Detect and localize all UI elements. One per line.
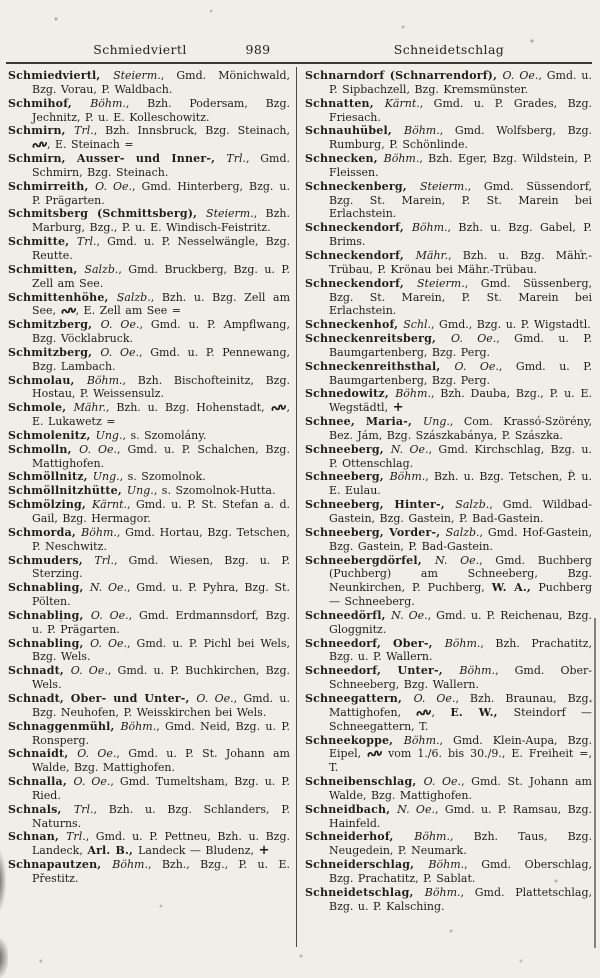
entry-text: Puchberg — Schneeberg.	[329, 581, 592, 609]
crownland-abbr: N. Oe.	[397, 802, 435, 816]
crownland-abbr: Mähr.	[415, 248, 449, 262]
gazetteer-entry	[8, 747, 290, 775]
gazetteer-entry	[305, 775, 592, 803]
gazetteer-entry	[8, 775, 290, 803]
entry-headword: Schmirn, Ausser- und Inner-,	[8, 152, 227, 166]
gazetteer-entry	[8, 526, 290, 554]
crownland-abbr: N. Oe.	[390, 442, 429, 456]
crownland-abbr: O. Oe.	[77, 747, 117, 761]
gazetteer-entry	[305, 415, 592, 443]
crownland-abbr: N. Oe.	[391, 608, 428, 622]
entry-text: , Gmd. Wildbad-Gastein, Bzg. Gastein, P. Bad-Gastein.	[329, 498, 592, 525]
crownland-abbr: Ung.	[423, 415, 450, 429]
gazetteer-entry	[305, 124, 592, 152]
gazetteer-entry	[305, 69, 592, 97]
entry-text: , Gmd. u. P. Schalchen, Bzg. Mattighofen.	[32, 442, 290, 470]
entry-text: , Gmd. Schmirn, Bzg. Steinach.	[32, 152, 291, 179]
gazetteer-entry	[8, 609, 290, 637]
entry-headword: Schmolenitz,	[8, 428, 96, 442]
entry-headword: Schnals,	[8, 802, 74, 816]
entry-headword: E. W.,	[450, 705, 514, 719]
crownland-abbr: Böhm.	[424, 885, 461, 899]
crownland-abbr: O. Oe.	[100, 318, 140, 332]
entry-headword: Arl. B.,	[87, 844, 139, 858]
entry-headword: Schnabling,	[8, 608, 91, 622]
entry-headword: Schnabling,	[8, 581, 90, 595]
entry-headword: Schmole,	[8, 401, 74, 415]
crownland-abbr: Böhm.	[81, 525, 117, 539]
entry-text: , Gmd. Wolfsberg, Bzg. Rumburg, P. Schönlinde.	[329, 124, 592, 152]
entry-text: , Gmd. u. P. St. Stefan a. d. Gail, Bzg. Hermagor.	[32, 498, 290, 525]
crownland-abbr: O. Oe.	[100, 345, 140, 359]
entry-text: , Gmd. Tumeltsham, Bzg. u. P. Ried.	[32, 775, 290, 802]
entry-headword: Schmirn,	[8, 124, 75, 138]
crownland-abbr: Kärnt.	[91, 498, 127, 512]
gazetteer-entry	[305, 637, 592, 665]
gazetteer-entry	[8, 180, 290, 208]
column-divider-rule	[296, 67, 297, 947]
entry-headword: Schneckenberg,	[305, 179, 421, 193]
entry-headword: Schmöllnitzhütte,	[8, 484, 127, 498]
crownland-abbr: Böhm.	[404, 124, 440, 138]
gazetteer-entry	[8, 124, 290, 152]
entry-headword: Schneidetschlag,	[305, 885, 425, 899]
gazetteer-entry	[8, 346, 290, 374]
entry-text: , E. Lukawetz =	[32, 401, 290, 429]
gazetteer-entry	[8, 443, 290, 471]
crownland-abbr: Salzb.	[84, 262, 119, 276]
gazetteer-entry	[8, 484, 290, 498]
entry-headword: Schmorda,	[8, 525, 82, 539]
entry-text: Steindorf — Schneegattern, T.	[329, 705, 593, 733]
entry-headword: Schnadt,	[8, 664, 71, 678]
gazetteer-entry	[8, 664, 290, 692]
gazetteer-entry	[8, 263, 290, 291]
gazetteer-entry	[305, 886, 592, 914]
crownland-abbr: O. Oe.	[95, 179, 132, 193]
entry-text: , Gmd. Wiesen, Bzg. u. P. Sterzing.	[32, 553, 290, 581]
scan-speckles	[0, 0, 2, 2]
entry-text: , Bzh. u. Bzg. Schlanders, P. Naturns.	[32, 802, 290, 830]
crownland-abbr: Böhm.	[383, 152, 420, 166]
gazetteer-entry	[8, 374, 290, 402]
crownland-abbr: O. Oe.	[90, 608, 129, 622]
entry-headword: Schmolln,	[8, 442, 80, 456]
entry-headword: Schnaggenmühl,	[8, 719, 121, 733]
entry-headword: Schneeberg, Hinter-,	[305, 498, 456, 512]
crownland-abbr: Ung.	[92, 470, 120, 484]
crownland-abbr: Böhm.	[411, 221, 448, 235]
gazetteer-entry	[8, 637, 290, 665]
gazetteer-entry	[8, 830, 290, 858]
entry-headword: Schneckenreitsberg,	[305, 332, 451, 346]
crownland-abbr: Böhm.	[414, 830, 450, 844]
entry-text: , E. Steinach =	[47, 138, 134, 152]
entry-headword: Schneeberg,	[305, 470, 390, 484]
entry-text: , Gmd. u. P. Pyhra, Bzg. St. Pölten.	[32, 581, 290, 609]
crownland-abbr: Kärnt.	[384, 96, 420, 110]
crownland-abbr: Salzb.	[116, 290, 151, 304]
entry-headword: Schmitten,	[8, 262, 85, 276]
entry-text: , Gmd. u. P. Pennewang, Bzg. Lambach.	[32, 345, 290, 373]
entry-headword: Schmuders,	[8, 553, 95, 567]
gazetteer-entry	[305, 360, 592, 388]
entry-text: , Gmd. u. P. Ampflwang, Bzg. Vöcklabruck.	[32, 318, 290, 346]
entry-text: , Gmd. Ober-Schneeberg, Bzg. Wallern.	[329, 664, 592, 692]
entry-text: , Bzh. u. Bzg. Tetschen, P. u. E. Eulau.	[329, 470, 592, 498]
entry-text: , Gmd. Süssenberg, Bzg. St. Marein, P. St. Marein bei Erlachstein.	[329, 276, 592, 318]
scan-edge-line-right	[594, 618, 596, 948]
cross-icon: +	[392, 400, 404, 416]
entry-headword: Schneckendorf,	[305, 248, 416, 262]
gazetteer-entry	[8, 554, 290, 582]
gazetteer-entry	[8, 291, 290, 319]
entry-headword: Schneedörfl,	[305, 608, 392, 622]
crownland-abbr: Trl.	[73, 802, 94, 816]
entry-text: , Bzh. Innsbruck, Bzg. Steinach,	[93, 124, 290, 138]
crownland-abbr: Steierm.	[420, 179, 468, 193]
entry-headword: Schneibenschlag,	[305, 775, 424, 789]
entry-headword: Schneckenreithsthal,	[305, 359, 455, 373]
gazetteer-entry	[8, 692, 290, 720]
entry-headword: Schneckenhof,	[305, 318, 404, 332]
entry-headword: Schmitte,	[8, 235, 77, 249]
entry-headword: Schnee, Maria-,	[305, 415, 424, 429]
entry-headword: Schneebergdörfel,	[305, 553, 435, 567]
crownland-abbr: Schl.	[403, 318, 432, 332]
gazetteer-entry	[8, 152, 290, 180]
gazetteer-entry	[305, 387, 592, 415]
entry-headword: Schneiderschlag,	[305, 858, 429, 872]
entry-headword: Schmöllnitz,	[8, 470, 93, 484]
entry-headword: Schneedorf, Ober-,	[305, 636, 445, 650]
entry-text: , Com. Krassó-Szörény, Bez. Jám, Bzg. Szászkabánya, P. Szászka.	[329, 415, 592, 442]
gazetteer-entry	[305, 858, 592, 886]
crownland-abbr: Böhm.	[86, 373, 123, 387]
crownland-abbr: Steierm.	[417, 276, 465, 290]
gazetteer-entry	[305, 734, 592, 776]
gazetteer-entry	[305, 332, 592, 360]
scan-smudge-bottom-left	[0, 938, 8, 978]
gazetteer-entry	[8, 498, 290, 526]
entry-headword: Schneckendorf,	[305, 221, 412, 235]
entry-text: , Bzh. Eger, Bzg. Wildstein, P. Fleissen.	[329, 152, 592, 179]
gazetteer-entry	[305, 470, 592, 498]
entry-headword: Schneekoppe,	[305, 733, 404, 747]
crownland-abbr: Steierm.	[113, 69, 161, 82]
entry-text: vom 1./6. bis 30./9., E. Freiheit =, T.	[329, 747, 592, 775]
entry-text: , s. Szomolnok.	[119, 470, 206, 484]
crownland-abbr: O. Oe.	[502, 69, 539, 82]
header-rule	[6, 62, 592, 64]
crownland-abbr: O. Oe.	[73, 775, 111, 789]
crownland-abbr: Trl.	[66, 830, 86, 844]
entry-text: , Bzh. Prachatitz, Bzg. u. P. Wallern.	[329, 636, 593, 664]
crownland-abbr: Böhm.	[389, 470, 426, 484]
entry-text: , Bzh., Bzg., P. u. E. Přestitz.	[32, 858, 290, 885]
entry-headword: Schneidbach,	[305, 802, 398, 816]
running-head-left: Schmiedviertl	[93, 42, 187, 57]
gazetteer-entry	[305, 803, 592, 831]
entry-headword: Schneeberg, Vorder-,	[305, 525, 446, 539]
entry-text: , Gmd. Hinterberg, Bzg. u. P. Prägarten.	[32, 179, 290, 207]
crownland-abbr: Böhm.	[428, 858, 465, 872]
entry-text: , Gmd. Hof-Gastein, Bzg. Gastein, P. Bad-Gastein.	[329, 525, 592, 553]
entry-text: , Gmd. Oberschlag, Bzg. Prachatitz, P. Sablat.	[329, 858, 593, 885]
entry-text: , E. Zell am See =	[75, 304, 182, 318]
entry-text: , Gmd. St. Johann am Walde, Bzg. Mattighofen.	[329, 775, 592, 802]
entry-text: , Gmd. u. P. Ramsau, Bzg. Hainfeld.	[329, 802, 592, 830]
entry-headword: Schnaidt,	[8, 747, 78, 761]
crownland-abbr: O. Oe.	[70, 664, 108, 678]
gazetteer-entry	[8, 401, 290, 429]
entry-headword: Schnarndorf (Schnarrendorf),	[305, 69, 503, 82]
crownland-abbr: O. Oe.	[90, 636, 128, 650]
entry-text: , Gmd. u. P. Pichl bei Wels, Bzg. Wels.	[32, 636, 290, 664]
crownland-abbr: Ung.	[95, 428, 123, 442]
entry-text: , Gmd. u. P. Baumgartenberg, Bzg. Perg.	[329, 332, 592, 359]
entry-headword: Schmirreith,	[8, 179, 96, 193]
entry-text: , Gmd. Klein-Aupa, Bzg. Eipel,	[329, 733, 592, 761]
gazetteer-entry	[305, 152, 592, 180]
crownland-abbr: Böhm.	[403, 733, 440, 747]
entry-text: , Bzh. u. Bzg. Mähr.-Trübau, P. Krönau bei Mähr.-Trübau.	[329, 248, 592, 276]
entry-text: , Gmd. Süssendorf, Bzg. St. Marein, P. St. Marein bei Erlachstein.	[329, 179, 592, 221]
entry-headword: Schmitsberg (Schmittsberg),	[8, 207, 207, 221]
gazetteer-entry	[8, 581, 290, 609]
entry-text: Landeck — Bludenz,	[138, 844, 259, 858]
gazetteer-entry	[305, 318, 592, 332]
crownland-abbr: Böhm.	[444, 636, 481, 650]
gazetteer-entry	[305, 526, 592, 554]
entry-headword: Schnapautzen,	[8, 858, 113, 872]
crownland-abbr: Trl.	[226, 152, 247, 166]
entry-text: , Gmd. u. P. Reichenau, Bzg. Gloggnitz.	[329, 608, 592, 636]
entry-text: , Gmd. Neid, Bzg. u. P. Ronsperg.	[32, 719, 290, 747]
entry-text: , Bzh. Bischofteinitz, Bzg. Hostau, P. Weissensulz.	[32, 373, 291, 401]
entry-text: , Gmd. u. P. Grades, Bzg. Friesach.	[329, 96, 592, 124]
entry-text: , Bzh. u. Bzg. Hohenstadt,	[106, 401, 272, 415]
crownland-abbr: Ung.	[126, 484, 154, 498]
entry-headword: Schneeberg,	[305, 442, 391, 456]
scan-smudge-left-edge	[0, 850, 6, 912]
crownland-abbr: Böhm.	[112, 858, 148, 872]
running-head-right: Schneidetschlag	[393, 42, 505, 57]
gazetteer-entry	[305, 609, 592, 637]
gazetteer-entry	[8, 318, 290, 346]
crownland-abbr: Trl.	[74, 124, 94, 138]
crownland-abbr: O. Oe.	[196, 691, 234, 705]
crownland-abbr: O. Oe.	[79, 442, 117, 456]
entry-text: , Gmd. u. P. Sipbachzell, Bzg. Kremsmünster.	[329, 69, 593, 96]
gazetteer-entry	[305, 97, 592, 125]
post-horn-icon	[32, 138, 47, 152]
entry-text: , Gmd. u. P. Nesselwängle, Bzg. Reutte.	[32, 235, 291, 262]
entry-headword: Schmölzing,	[8, 498, 92, 512]
entry-text: , s. Szomolány.	[122, 428, 207, 442]
entry-headword: Schneedorf, Unter-,	[305, 664, 460, 678]
crownland-abbr: O. Oe.	[423, 775, 462, 789]
crownland-abbr: Trl.	[94, 553, 114, 567]
gazetteer-entry	[305, 443, 592, 471]
gazetteer-entry	[305, 692, 592, 734]
entry-headword: Schmittenhöhe,	[8, 290, 117, 304]
entry-text: , Gmd. Erdmannsdorf, Bzg. u. P. Prägarten.	[32, 608, 290, 636]
gazetteer-entry	[305, 180, 592, 222]
cross-icon: +	[258, 843, 270, 859]
entry-headword: Schnadt, Ober- und Unter-,	[8, 691, 197, 705]
gazetteer-entry	[305, 554, 592, 609]
entry-headword: Schnecken,	[305, 152, 384, 166]
crownland-abbr: O. Oe.	[450, 332, 497, 346]
entry-headword: Schmiedviertl,	[8, 69, 114, 82]
entry-headword: Schmolau,	[8, 373, 87, 387]
gazetteer-entry	[305, 498, 592, 526]
gazetteer-entry	[8, 69, 290, 97]
entry-text: , s. Szomolnok-Hutta.	[153, 484, 276, 498]
entry-text: , Bzh. Marburg, Bzg., P. u. E. Windisch-Feistritz.	[32, 207, 290, 235]
entry-text: , Gmd. Kirchschlag, Bzg. u. P. Ottenschlag.	[329, 442, 592, 470]
post-horn-icon	[271, 401, 286, 415]
entry-headword: Schmitzberg,	[8, 318, 101, 332]
gazetteer-entry	[8, 858, 290, 886]
crownland-abbr: Steierm.	[206, 207, 254, 221]
entry-headword: Schneiderhof,	[305, 830, 415, 844]
entry-headword: Schnalla,	[8, 775, 74, 789]
entry-headword: W. A.,	[491, 581, 539, 595]
crownland-abbr: O. Oe.	[454, 359, 499, 373]
gazetteer-entry	[305, 277, 592, 319]
entry-headword: Schnabling,	[8, 636, 91, 650]
entry-headword: Schnatten,	[305, 96, 385, 110]
entry-text: , Bzh. Taus, Bzg. Neugedein, P. Neumark.	[329, 830, 592, 858]
entry-text: , Gmd. Hortau, Bzg. Tetschen, P. Neschwitz.	[32, 525, 290, 553]
page-number: 989	[245, 42, 271, 57]
entry-text: , Gmd. u. Bzg. Neuhofen, P. Weisskirchen bei Wels.	[32, 691, 291, 719]
entry-text: , Gmd., Bzg. u. P. Wigstadtl.	[431, 318, 591, 332]
entry-headword: Schmihof,	[8, 96, 91, 110]
entry-text: , Gmd. u. P. Buchkirchen, Bzg. Wels.	[32, 664, 290, 692]
gazetteer-entry	[305, 221, 592, 249]
entry-text: , Bzh. u. Bzg. Gabel, P. Brims.	[329, 221, 592, 249]
gazetteer-entry	[305, 664, 592, 692]
entry-text: , Gmd. Bruckberg, Bzg. u. P. Zell am See.	[32, 262, 290, 290]
gazetteer-entry	[8, 470, 290, 484]
crownland-abbr: Böhm.	[395, 387, 431, 401]
post-horn-icon	[367, 747, 382, 761]
gazetteer-entry	[8, 97, 290, 125]
entry-text: , Gmd. u. P. Baumgartenberg, Bzg. Perg.	[329, 359, 592, 387]
entry-headword: Schmitzberg,	[8, 345, 101, 359]
gazetteer-entry	[8, 803, 290, 831]
gazetteer-entry	[305, 830, 592, 858]
column-right	[305, 69, 592, 913]
entry-text: , Gmd. u. P. St. Johann am Walde, Bzg. Mattighofen.	[32, 747, 290, 775]
entry-text: , Bzh. Podersam, Bzg. Jechnitz, P. u. E. Kolleschowitz.	[32, 96, 290, 124]
crownland-abbr: O. Oe.	[413, 691, 456, 705]
entry-text: ,	[431, 705, 451, 719]
crownland-abbr: Böhm.	[90, 96, 126, 110]
crownland-abbr: Trl.	[76, 235, 97, 249]
entry-headword: Schnauhübel,	[305, 124, 404, 138]
entry-headword: Schnan,	[8, 830, 67, 844]
gazetteer-entry	[8, 207, 290, 235]
gazetteer-entry	[305, 249, 592, 277]
entry-text: , Gmd. u. P. Pettneu, Bzh. u. Bzg. Landeck,	[32, 830, 290, 858]
crownland-abbr: Salzb.	[445, 525, 480, 539]
crownland-abbr: N. Oe.	[89, 581, 128, 595]
post-horn-icon	[61, 304, 76, 318]
entry-text: , Bzh. Dauba, Bzg., P. u. E. Wegstädtl,	[329, 387, 592, 415]
crownland-abbr: Mähr.	[73, 401, 107, 415]
column-left	[8, 69, 290, 886]
crownland-abbr: Böhm.	[459, 664, 496, 678]
crownland-abbr: Böhm.	[120, 719, 157, 733]
entry-text: , Bzh. Braunau, Bzg. Mattighofen,	[329, 691, 592, 719]
post-horn-icon	[416, 706, 431, 720]
gazetteer-entry	[8, 235, 290, 263]
entry-text: , Gmd. Mönichwald, Bzg. Vorau, P. Waldbach.	[32, 69, 290, 96]
crownland-abbr: N. Oe.	[434, 553, 480, 567]
entry-headword: Schnedowitz,	[305, 387, 396, 401]
gazetteer-entry	[8, 429, 290, 443]
entry-headword: Schneckendorf,	[305, 276, 418, 290]
entry-text: , Bzh. u. Bzg. Zell am See,	[32, 290, 290, 318]
entry-text: , Gmd. Plattetschlag, Bzg. u. P. Kalsching.	[329, 885, 592, 913]
entry-headword: Schneegattern,	[305, 691, 414, 705]
gazetteer-entry	[8, 720, 290, 748]
crownland-abbr: Salzb.	[455, 498, 490, 512]
entry-text: , Gmd. Buchberg (Puchberg) am Schneeberg, Bzg. Neunkirchen, P. Puchberg,	[329, 553, 592, 595]
